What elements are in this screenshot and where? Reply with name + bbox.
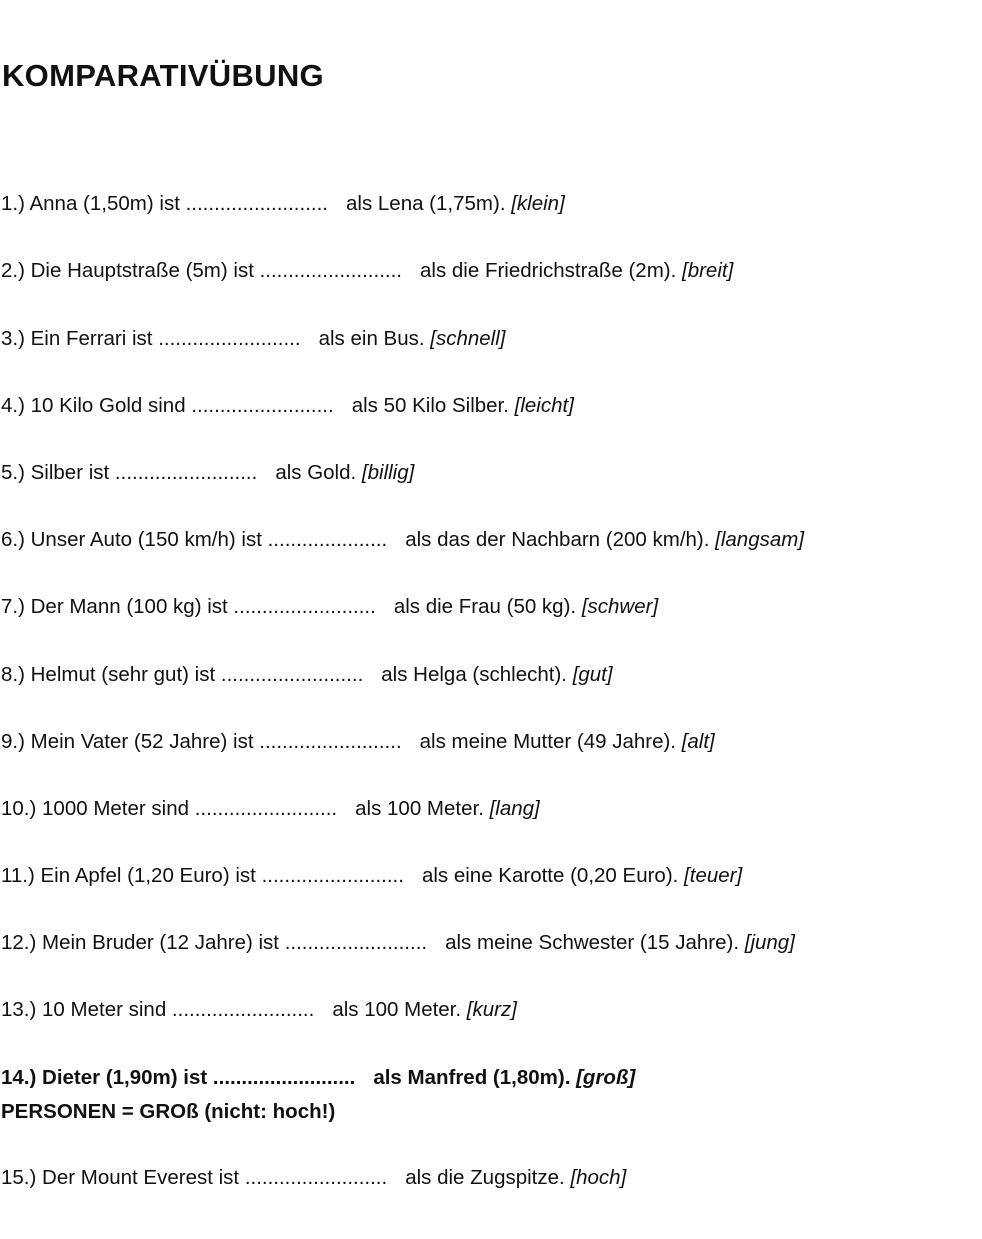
adjective-hint: [hoch] <box>570 1166 627 1189</box>
exercise-rest: als eine Karotte (0,20 Euro). <box>421 864 685 887</box>
exercise-lead: 4.) 10 Kilo Gold sind <box>1 394 192 417</box>
answer-blank[interactable]: ......................... <box>220 663 364 686</box>
exercise-rest: als Helga (schlecht). <box>381 663 573 686</box>
exercise-5 <box>1 461 414 485</box>
answer-blank[interactable]: ......................... <box>284 931 428 954</box>
exercise-lead: 13.) 10 Meter sind <box>1 998 172 1021</box>
exercise-lead: 5.) Silber ist <box>1 461 115 484</box>
exercise-rest: als die Frau (50 kg). <box>393 595 582 618</box>
answer-blank[interactable]: ......................... <box>259 730 402 753</box>
page-title: KOMPARATIVÜBUNG <box>2 58 324 93</box>
adjective-hint: [schnell] <box>430 327 506 350</box>
exercise-rest: als das der Nachbarn (200 km/h). <box>405 528 716 551</box>
exercise-rest: als Lena (1,75m). <box>345 192 512 215</box>
exercise-rest: als die Friedrichstraße (2m). <box>419 259 682 282</box>
exercise-1 <box>1 192 565 216</box>
answer-blank[interactable]: ......................... <box>191 394 334 417</box>
exercise-rest: als Manfred (1,80m). <box>373 1066 577 1089</box>
exercise-7 <box>1 595 658 619</box>
answer-blank[interactable]: ......................... <box>114 461 258 484</box>
exercise-15 <box>1 1166 626 1190</box>
adjective-hint: [klein] <box>511 192 565 215</box>
answer-blank[interactable]: ......................... <box>261 864 404 887</box>
answer-blank[interactable]: ......................... <box>171 998 315 1021</box>
adjective-hint: [breit] <box>682 259 734 282</box>
answer-blank[interactable]: ......................... <box>185 192 328 215</box>
exercise-lead: 6.) Unser Auto (150 km/h) ist <box>1 528 268 551</box>
exercise-12 <box>1 931 795 955</box>
answer-blank[interactable]: ......................... <box>194 797 338 820</box>
adjective-hint: [alt] <box>681 730 715 753</box>
exercise-lead: 3.) Ein Ferrari ist <box>1 327 159 350</box>
exercise-lead: 2.) Die Hauptstraße (5m) ist <box>1 259 260 282</box>
adjective-hint: [groß] <box>576 1066 636 1089</box>
exercise-lead: 10.) 1000 Meter sind <box>1 797 195 820</box>
adjective-hint: [teuer] <box>684 864 743 887</box>
exercise-rest: als Gold. <box>275 461 362 484</box>
answer-blank[interactable]: ..................... <box>267 528 388 551</box>
answer-blank[interactable]: ......................... <box>233 595 376 618</box>
answer-blank[interactable]: ......................... <box>212 1066 356 1089</box>
adjective-hint: [lang] <box>489 797 540 820</box>
exercise-lead: 1.) Anna (1,50m) ist <box>1 192 186 215</box>
adjective-hint: [jung] <box>744 931 795 954</box>
exercise-8 <box>1 663 613 687</box>
exercise-lead: 15.) Der Mount Everest ist <box>1 1166 245 1189</box>
exercise-rest: als ein Bus. <box>318 327 431 350</box>
exercise-10 <box>1 797 540 821</box>
exercise-rest: als meine Mutter (49 Jahre). <box>419 730 682 753</box>
exercise-rest: als die Zugspitze. <box>405 1166 571 1189</box>
exercise-lead: 8.) Helmut (sehr gut) ist <box>1 663 221 686</box>
adjective-hint: [langsam] <box>715 528 805 551</box>
adjective-hint: [leicht] <box>514 394 574 417</box>
answer-blank[interactable]: ......................... <box>259 259 402 282</box>
exercise-rest: als meine Schwester (15 Jahre). <box>445 931 745 954</box>
grammar-note: PERSONEN = GROß (nicht: hoch!) <box>1 1100 336 1123</box>
adjective-hint: [billig] <box>361 461 415 484</box>
exercise-13 <box>1 998 517 1022</box>
exercise-lead: 9.) Mein Vater (52 Jahre) ist <box>1 730 260 753</box>
exercise-lead: 12.) Mein Bruder (12 Jahre) ist <box>1 931 285 954</box>
exercise-rest: als 100 Meter. <box>355 797 490 820</box>
exercise-11 <box>1 864 742 888</box>
exercise-4 <box>1 394 574 418</box>
answer-blank[interactable]: ......................... <box>158 327 301 350</box>
exercise-lead: 7.) Der Mann (100 kg) ist <box>1 595 234 618</box>
answer-blank[interactable]: ......................... <box>244 1166 388 1189</box>
adjective-hint: [schwer] <box>581 595 659 618</box>
exercise-lead: 11.) Ein Apfel (1,20 Euro) ist <box>1 864 262 887</box>
adjective-hint: [gut] <box>572 663 613 686</box>
adjective-hint: [kurz] <box>466 998 517 1021</box>
exercise-rest: als 100 Meter. <box>332 998 467 1021</box>
exercise-6 <box>1 528 804 552</box>
exercise-rest: als 50 Kilo Silber. <box>351 394 515 417</box>
exercise-2 <box>1 259 733 283</box>
exercise-3 <box>1 327 505 351</box>
exercise-9 <box>1 730 715 754</box>
exercise-14 <box>1 1066 635 1090</box>
exercise-lead: 14.) Dieter (1,90m) ist <box>1 1066 213 1089</box>
